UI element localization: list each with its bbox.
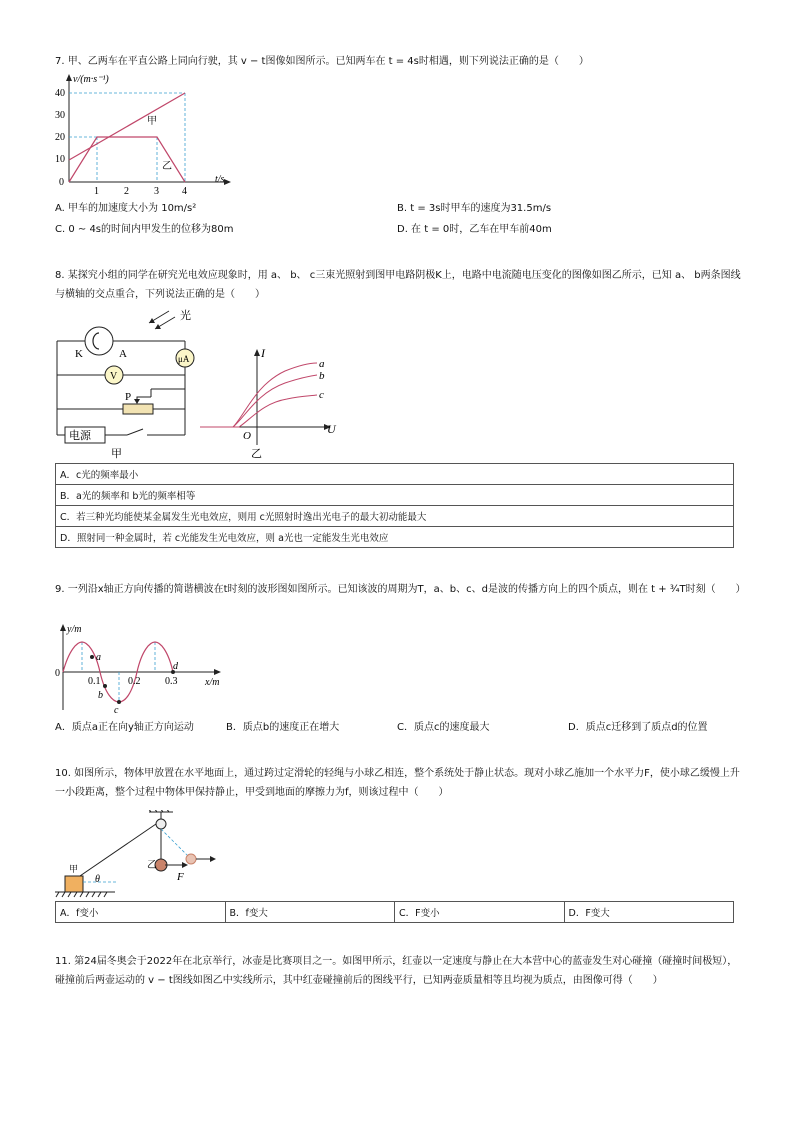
- q7-stem: 7. 甲、乙两车在平直公路上同向行驶，其 v − t图像如图所示。已知两车在 t = 4s时相遇，则下列说法正确的是（ ）: [55, 56, 589, 67]
- angle-theta-label: θ: [95, 874, 100, 885]
- y-axis-label: y/m: [67, 624, 82, 635]
- origin-label: 0: [55, 668, 60, 679]
- x-tick-3: 3: [154, 186, 159, 197]
- q7-option-c[interactable]: C. 0 ∼ 4s的时间内甲发生的位移为80m: [55, 224, 234, 235]
- q8-option-d[interactable]: D．照射同一种金属时，若 c光能发生光电效应，则 a光也一定能发生光电效应: [56, 527, 734, 548]
- anode-label: A: [119, 348, 127, 360]
- q9-option-b[interactable]: B．质点b的速度正在增大: [226, 722, 340, 733]
- q8-stem: 8. 某探究小组的同学在研究光电效应现象时，用 a、 b、 c三束光照射到图甲电路阴极K上，电路中电流随电压变化的图像如图乙所示，已知 a、 b两条图线与横轴的交点重合，下列说法正确的是（ ）: [55, 270, 741, 300]
- source-label: 电源: [69, 430, 91, 442]
- x-tick-0-3: 0.3: [165, 676, 178, 687]
- q8-circuit-and-iu-graph: [55, 305, 355, 463]
- q10-option-c[interactable]: C．F变小: [395, 902, 565, 923]
- q10-option-d[interactable]: D．F变大: [564, 902, 734, 923]
- microammeter-label: μA: [178, 354, 190, 364]
- curve-c-label: c: [319, 389, 324, 401]
- label-yi: 乙: [162, 161, 172, 172]
- caption-yi: 乙: [251, 448, 262, 460]
- light-label: 光: [180, 310, 191, 322]
- curve-b-label: b: [319, 370, 325, 382]
- q10-option-b[interactable]: B．f变大: [225, 902, 395, 923]
- q9-stem: 9. 一列沿x轴正方向传播的简谐横波在t时刻的波形图如图所示。已知该波的周期为T，a、b、c、d是波的传播方向上的四个质点，则在 t + ¾T时刻（ ）: [55, 584, 746, 595]
- point-b-label: b: [98, 690, 103, 701]
- voltage-axis-label: U: [327, 422, 336, 436]
- cathode-label: K: [75, 348, 83, 360]
- q9-option-c[interactable]: C．质点c的速度最大: [397, 722, 490, 733]
- x-tick-1: 1: [94, 186, 99, 197]
- point-c-label: c: [114, 705, 119, 715]
- x-axis-label: x/m: [205, 677, 220, 688]
- x-tick-0-2: 0.2: [128, 676, 141, 687]
- force-f-label: F: [177, 871, 184, 883]
- y-tick-40: 40: [55, 88, 65, 99]
- point-a-label: a: [96, 652, 101, 663]
- q11-stem: 11. 第24届冬奥会于2022年在北京举行，冰壶是比赛项目之一。如图甲所示，红壶以一定速度与静止在大本营中心的蓝壶发生对心碰撞（碰撞时间极短），碰撞前后两壶运动的 v − t图线如图乙中实线所示，其中红壶碰撞前后的图线平行，已知两壶质量相等且均视为质点，由图像可得（ ）: [55, 956, 738, 986]
- y-tick-0: 0: [59, 177, 64, 188]
- curve-a-label: a: [319, 358, 325, 370]
- origin-label: O: [243, 430, 251, 442]
- q9-option-a[interactable]: A．质点a正在向y轴正方向运动: [55, 722, 194, 733]
- q7-vt-graph: [55, 72, 245, 197]
- q8-option-b[interactable]: B．a光的频率和 b光的频率相等: [56, 485, 734, 506]
- ball-yi-label: 乙: [147, 860, 157, 871]
- y-tick-30: 30: [55, 110, 65, 121]
- q9-wave-graph: [55, 620, 245, 715]
- caption-jia: 甲: [111, 448, 122, 460]
- q8-option-a[interactable]: A．c光的频率最小: [56, 464, 734, 485]
- x-axis-label: t/s: [215, 174, 225, 185]
- x-tick-0-1: 0.1: [88, 676, 101, 687]
- point-d-label: d: [173, 661, 178, 672]
- block-jia-label: 甲: [69, 864, 79, 874]
- q10-options-table: [55, 901, 734, 923]
- slider-label: P: [125, 391, 132, 403]
- q8-option-c[interactable]: C．若三种光均能使某金属发生光电效应，则用 c光照射时逸出光电子的最大初动能最大: [56, 506, 734, 527]
- x-tick-4: 4: [182, 186, 187, 197]
- q7-option-b[interactable]: B. t = 3s时甲车的速度为31.5m/s: [397, 203, 552, 214]
- current-axis-label: I: [261, 346, 265, 360]
- voltmeter-label: V: [110, 371, 118, 382]
- q8-options-table: [55, 463, 734, 548]
- q10-stem: 10. 如图所示，物体甲放置在水平地面上，通过跨过定滑轮的轻绳与小球乙相连，整个系统处于静止状态。现对小球乙施加一个水平力F，使小球乙缓慢上升一小段距离，整个过程中物体甲保持静止，甲受到地面的摩擦力为f，则该过程中（ ）: [55, 768, 740, 798]
- y-tick-10: 10: [55, 154, 65, 165]
- q10-option-a[interactable]: A．f变小: [56, 902, 226, 923]
- y-tick-20: 20: [55, 132, 65, 143]
- y-axis-label: v/(m·s⁻¹): [73, 74, 109, 85]
- label-jia: 甲: [147, 116, 157, 127]
- q10-pulley-figure: [55, 810, 235, 902]
- q7-option-a[interactable]: A. 甲车的加速度大小为 10m/s²: [55, 203, 197, 214]
- q7-option-d[interactable]: D. 在 t = 0时，乙车在甲车前40m: [397, 224, 552, 235]
- x-tick-2: 2: [124, 186, 129, 197]
- q9-option-d[interactable]: D．质点c迁移到了质点d的位置: [568, 722, 708, 733]
